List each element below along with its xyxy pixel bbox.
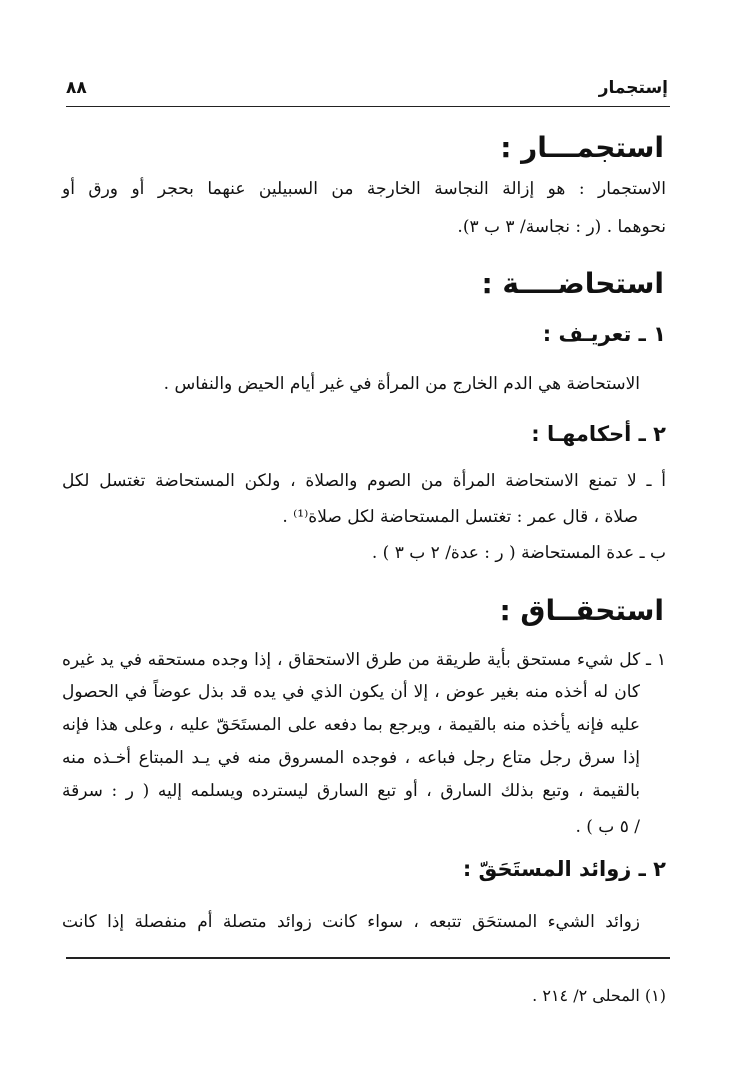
running-title: إستجمار <box>598 78 668 98</box>
section-heading: ١ ـ تعريـف : <box>542 322 666 346</box>
section-heading: ٢ ـ أحكامهـا : <box>531 422 666 446</box>
footnote-rule <box>66 957 670 959</box>
page-number: ٨٨ <box>66 78 87 98</box>
footnote: (١) المحلى ٢/ ٢١٤ . <box>532 986 666 1005</box>
text-line: زوائد الشيء المستحَق تتبعه ، سواء كانت زوائد متصلة أم منفصلة إذا كانت <box>62 912 640 932</box>
entry-title-istihqaq: استحقــاق : <box>499 594 664 627</box>
entry-title-istijmar: استجمـــار : <box>500 131 664 164</box>
text-line: نحوهما . (ر : نجاسة/ ٣ ب ٣). <box>457 217 666 237</box>
text-line: بالقيمة ، وتبع بذلك السارق ، أو تبع السارق ليسترده ويسلمه إليه ( ر : سرقة <box>62 781 640 801</box>
section-heading: ٢ ـ زوائد المستَحَقّ : <box>462 857 666 881</box>
text-line: كان له أخذه منه بغير عوض ، إلا أن يكون الذي في يده قد بذل عوضاً في الحصول <box>62 682 640 702</box>
text-line: أ ـ لا تمنع الاستحاضة المرأة من الصوم والصلاة ، ولكن المستحاضة تغتسل لكل <box>62 471 666 491</box>
entry-title-istihada: استحاضــــة : <box>481 267 664 300</box>
header-rule <box>66 106 670 107</box>
text-line: إذا سرق رجل متاع رجل فباعه ، فوجده المسروق منه في يـد المبتاع أخـذه منه <box>62 748 640 768</box>
text-line: صلاة ، قال عمر : تغتسل المستحاضة لكل صلاة⁽¹⁾ . <box>282 507 638 527</box>
text-line: الاستجمار : هو إزالة النجاسة الخارجة من السبيلين عنهما بحجر أو ورق أو <box>62 179 666 199</box>
text-line: ب ـ عدة المستحاضة ( ر : عدة/ ٢ ب ٣ ) . <box>371 543 666 563</box>
text-line: / ٥ ب ) . <box>575 817 640 837</box>
text-line: الاستحاضة هي الدم الخارج من المرأة في غير أيام الحيض والنفاس . <box>163 374 640 394</box>
text-line: ١ ـ كل شيء مستحق بأية طريقة من طرق الاستحقاق ، إذا وجده مستحقه في يد غيره <box>62 650 666 670</box>
text-line: عليه فإنه يأخذه منه بالقيمة ، ويرجع بما دفعه على المستَحَقّ عليه ، وعلى هذا فإنه <box>62 715 640 735</box>
